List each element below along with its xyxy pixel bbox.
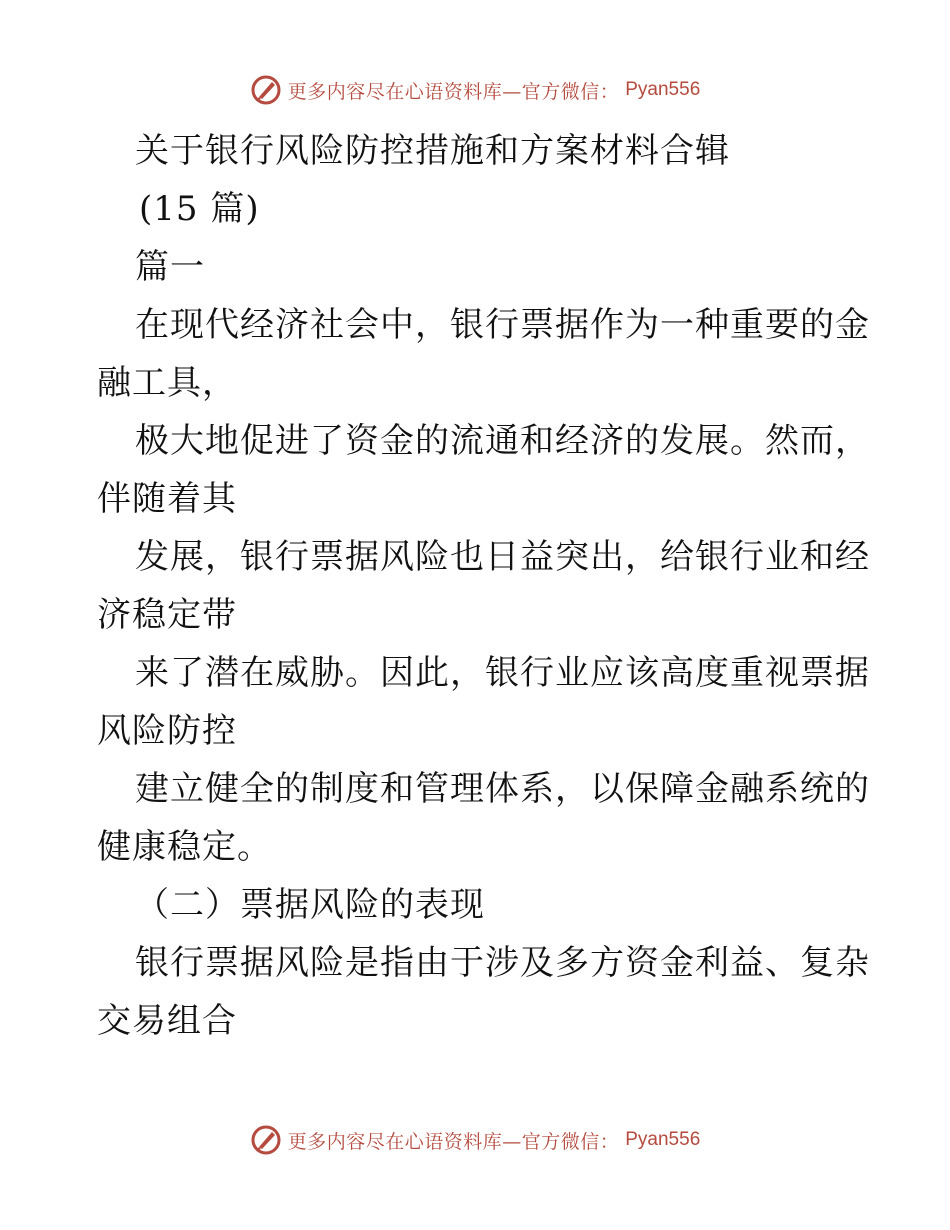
header-wechat-id: Pyan556 [625,79,701,100]
paragraph-line: 济稳定带 [97,595,237,635]
document-title: 关于银行风险防控措施和方案材料合辑 [135,131,730,171]
paragraph-line: 交易组合 [97,1001,237,1041]
paragraph-line: 极大地促进了资金的流通和经济的发展。然而， [135,421,870,461]
paragraph-line: 在现代经济社会中，银行票据作为一种重要的金 [135,305,870,345]
document-subtitle: (15 篇) [139,189,260,229]
section-heading: 篇一 [135,247,205,287]
footer-banner [0,1120,950,1160]
paragraph-line: 来了潜在威胁。因此，银行业应该高度重视票据 [135,653,870,693]
paragraph-line: 银行票据风险是指由于涉及多方资金利益、复杂 [135,943,870,983]
document-body [97,122,870,1050]
quill-pen-logo-icon [250,1124,282,1156]
footer-wechat-id: Pyan556 [625,1129,701,1150]
paragraph-line: 伴随着其 [97,479,237,519]
subsection-heading: （二）票据风险的表现 [135,885,485,925]
paragraph-line: 建立健全的制度和管理体系，以保障金融系统的 [135,769,870,809]
footer-banner-text: 更多内容尽在心语资料库—官方微信： [287,1130,620,1153]
header-banner-text: 更多内容尽在心语资料库—官方微信： [287,80,620,103]
header-banner [0,70,950,110]
paragraph-line: 健康稳定。 [97,827,272,867]
paragraph-line: 融工具， [97,363,237,403]
paragraph-line: 发展，银行票据风险也日益突出，给银行业和经 [135,537,870,577]
quill-pen-logo-icon [250,74,282,106]
paragraph-line: 风险防控 [97,711,237,751]
